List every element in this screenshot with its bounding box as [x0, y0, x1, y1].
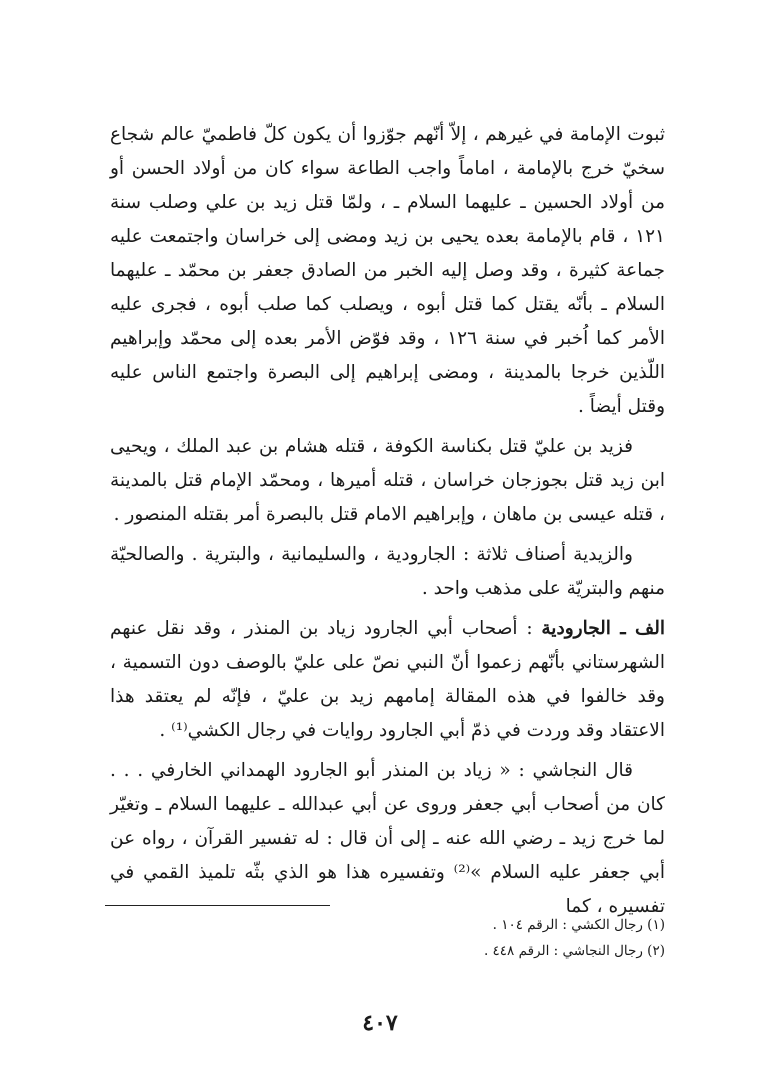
paragraph-5: [110, 754, 665, 924]
paragraph-3: [110, 538, 665, 606]
paragraph-1-text: ثبوت الإمامة في غيرهم ، إلاّ أنّهم جوّزوا أن يكون كلّ فاطميّ عالم شجاع سخيّ خرج بالإمامة ، اماماً واجب الطاعة سواء كان من أولاد الحسن أو من أولاد الحسين ـ عليهما السلام ـ ، ولمّا قتل زيد بن علي وصلب سنة ١٢١ ، قام بالإمامة بعده يحيى بن زيد ومضى إلى خراسان واجتمعت عليه جماعة كثيرة ، وقد وصل إليه الخبر من الصادق جعفر بن محمّد ـ عليهما السلام ـ بأنّه يقتل كما قتل أبوه ، ويصلب كما صلب أبوه ، فجرى عليه الأمر كما اُخبر في سنة ١٢٦ ، وقد فوّض الأمر بعده إلى محمّد وإبراهيم اللّذين خرجا بالمدينة ، ومضى إبراهيم إلى البصرة واجتمع الناس عليه وقتل أيضاً .: [110, 124, 666, 417]
paragraph-4: [110, 612, 665, 748]
paragraph-5-text: قال النجاشي : « زياد بن المنذر أبو الجارود الهمداني الخارفي . . . كان من أصحاب أبي جعفر وروى عن أبي عبدالله ـ عليهما السلام ـ وتغيّر لما خرج زيد ـ رضي الله عنه ـ إلى أن قال : له تفسير القرآن ، رواه عن أبي جعفر عليه السلام »⁽²⁾ وتفسيره هذا هو الذي بثّه تلميذ القمي في تفسيره ، كما: [110, 760, 665, 917]
footnote-separator: [105, 905, 330, 906]
paragraph-3-text: والزيدية أصناف ثلاثة : الجارودية ، والسليمانية ، والبترية . والصالحيّة منهم والبتريّة على مذهب واحد .: [110, 544, 665, 599]
footnote-2: (٢) رجال النجاشي : الرقم ٤٤٨ .: [483, 943, 665, 959]
paragraph-1: [110, 118, 665, 424]
paragraph-2: [110, 430, 665, 532]
footnote-1: (١) رجال الكشي : الرقم ١٠٤ .: [492, 917, 665, 933]
paragraph-4-lead: الف ـ الجارودية: [541, 618, 665, 639]
page-body: [110, 118, 665, 930]
footnotes: [105, 912, 665, 964]
paragraph-4-text: : أصحاب أبي الجارود زياد بن المنذر ، وقد نقل عنهم الشهرستاني بأنّهم زعموا أنّ النبي نصّ على عليّ بالوصف دون التسمية ، وقد خالفوا في هذه المقالة إمامهم زيد بن عليّ ، فإنّه لم يعتقد هذا الاعتقاد وقد وردت في ذمّ أبي الجارود روايات في رجال الكشي⁽¹⁾ .: [110, 618, 665, 741]
paragraph-2-text: فزيد بن عليّ قتل بكناسة الكوفة ، قتله هشام بن عبد الملك ، ويحيى ابن زيد قتل بجوزجان خراسان ، قتله أميرها ، ومحمّد الإمام قتل بالمدينة ، قتله عيسى بن ماهان ، وإبراهيم الامام قتل بالبصرة أمر بقتله المنصور .: [110, 436, 665, 525]
page-number: ٤٠٧: [362, 1010, 398, 1036]
